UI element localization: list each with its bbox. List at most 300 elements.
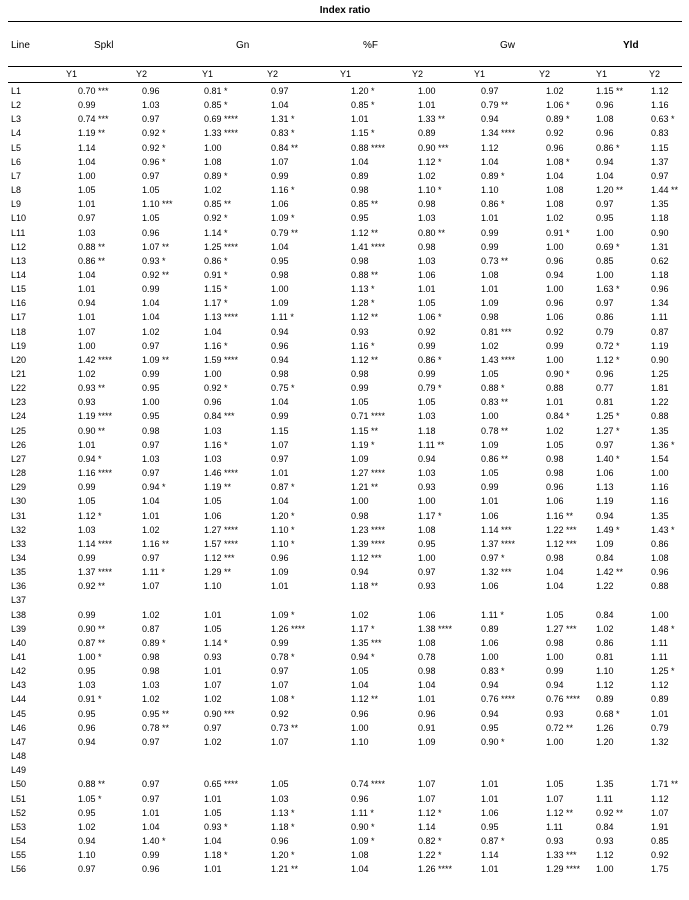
table-row [8, 735, 682, 749]
table-row [8, 112, 682, 126]
value-cell: 0.98 [271, 269, 289, 280]
value-cell: 1.42 **** [78, 354, 113, 365]
value-cell: 1.14 **** [78, 538, 113, 549]
line-label: L40 [11, 637, 27, 648]
value-cell: 1.22 * [418, 850, 442, 861]
value-cell: 1.06 [481, 637, 499, 648]
value-cell: 0.94 [271, 326, 289, 337]
value-cell: 1.01 [204, 666, 222, 677]
value-cell: 0.98 [546, 637, 564, 648]
table-row [8, 424, 682, 438]
line-label: L2 [11, 100, 22, 111]
value-cell: 1.01 [481, 864, 499, 875]
value-cell: 1.14 [78, 142, 96, 153]
table-row [8, 310, 682, 324]
value-cell: 0.97 [142, 779, 160, 790]
value-cell: 1.00 [596, 227, 614, 238]
line-label: L6 [11, 156, 22, 167]
value-cell: 1.00 [546, 241, 564, 252]
value-cell: 1.04 [78, 269, 96, 280]
value-cell: 0.96 [271, 835, 289, 846]
value-cell: 0.97 [78, 213, 96, 224]
value-cell: 1.10 [596, 666, 614, 677]
value-cell: 0.99 [546, 666, 564, 677]
value-cell: 0.84 * [546, 411, 570, 422]
value-cell: 1.00 [78, 340, 96, 351]
value-cell: 1.26 **** [418, 864, 453, 875]
line-label: L56 [11, 864, 27, 875]
value-cell: 1.43 **** [481, 354, 516, 365]
value-cell: 1.02 [596, 623, 614, 634]
table-row [8, 282, 682, 296]
value-cell: 1.01 [204, 864, 222, 875]
value-cell: 1.35 *** [351, 637, 382, 648]
value-cell: 1.12 * [418, 807, 442, 818]
value-cell: 0.94 [481, 114, 499, 125]
table-row [8, 848, 682, 862]
value-cell: 0.87 * [271, 482, 295, 493]
table-row [8, 862, 682, 876]
value-cell: 0.96 [271, 340, 289, 351]
value-cell: 0.93 [546, 708, 564, 719]
value-cell: 1.29 **** [546, 864, 581, 875]
value-cell: 1.31 * [271, 114, 295, 125]
value-cell: 1.63 * [596, 284, 620, 295]
table-row [8, 579, 682, 593]
value-cell: 1.07 [546, 793, 564, 804]
value-cell: 1.08 [596, 114, 614, 125]
value-cell: 0.90 ** [78, 425, 106, 436]
value-cell: 1.03 [271, 793, 289, 804]
table-row [8, 254, 682, 268]
value-cell: 1.10 [78, 850, 96, 861]
value-cell: 0.79 [596, 326, 614, 337]
sub-header-gw-y1: Y1 [474, 69, 486, 79]
value-cell: 1.19 [596, 496, 614, 507]
value-cell: 1.27 **** [351, 468, 386, 479]
value-cell: 1.04 [546, 567, 564, 578]
value-cell: 1.12 [651, 793, 669, 804]
value-cell: 1.07 [78, 326, 96, 337]
value-cell: 1.02 [546, 425, 564, 436]
value-cell: 1.02 [78, 821, 96, 832]
value-cell: 1.37 **** [481, 538, 516, 549]
value-cell: 0.89 * [204, 170, 228, 181]
value-cell: 0.78 ** [481, 425, 509, 436]
value-cell: 1.18 [651, 213, 669, 224]
value-cell: 0.99 [78, 482, 96, 493]
value-cell: 1.16 ** [142, 538, 170, 549]
value-cell: 1.02 [78, 369, 96, 379]
value-cell: 1.16 ** [546, 510, 574, 521]
value-cell: 1.04 [351, 156, 369, 167]
value-cell: 1.18 * [271, 821, 295, 832]
value-cell: 1.07 [418, 793, 436, 804]
value-cell: 0.94 [546, 269, 564, 280]
title-rule [8, 21, 682, 22]
value-cell: 1.08 [351, 850, 369, 861]
value-cell: 1.02 [351, 609, 369, 620]
value-cell: 1.06 [546, 312, 564, 323]
value-cell: 1.19 ** [204, 482, 232, 493]
value-cell: 0.90 *** [418, 142, 449, 153]
value-cell: 0.98 [142, 666, 160, 677]
value-cell: 0.88 **** [351, 142, 386, 153]
value-cell: 0.96 [142, 864, 160, 875]
value-cell: 1.07 [418, 779, 436, 790]
value-cell: 1.04 [271, 397, 289, 408]
line-label: L33 [11, 538, 27, 549]
value-cell: 0.99 [142, 284, 160, 295]
value-cell: 1.05 [546, 609, 564, 620]
value-cell: 0.95 [78, 666, 96, 677]
value-cell: 1.00 [204, 142, 222, 153]
value-cell: 1.05 [481, 369, 499, 379]
value-cell: 0.97 [271, 453, 289, 464]
value-cell: 1.00 [481, 652, 499, 662]
value-cell: 1.03 [204, 425, 222, 436]
value-cell: 1.36 * [651, 439, 675, 450]
value-cell: 1.03 [418, 255, 436, 266]
value-cell: 1.00 [351, 722, 369, 733]
value-cell: 1.04 [418, 680, 436, 691]
line-label: L38 [11, 609, 27, 620]
value-cell: 0.85 ** [351, 199, 379, 210]
value-cell: 0.98 [271, 369, 289, 379]
value-cell: 0.97 [418, 567, 436, 578]
line-label: L42 [11, 666, 27, 677]
line-label: L37 [11, 595, 27, 606]
value-cell: 0.99 [78, 100, 96, 111]
value-cell: 1.75 [651, 864, 669, 875]
value-cell: 1.04 [204, 326, 222, 337]
value-cell: 1.34 [651, 298, 669, 309]
line-label: L7 [11, 170, 22, 181]
value-cell: 1.35 [596, 779, 614, 790]
value-cell: 0.91 * [204, 269, 228, 280]
value-cell: 0.92 [418, 326, 436, 337]
value-cell: 1.08 [546, 199, 564, 210]
line-label: L26 [11, 439, 27, 450]
table-row [8, 749, 682, 763]
value-cell: 1.00 [596, 269, 614, 280]
value-cell: 1.00 [546, 652, 564, 662]
table-row [8, 197, 682, 211]
value-cell: 1.09 [271, 567, 289, 578]
line-label: L44 [11, 694, 27, 705]
value-cell: 1.37 [651, 156, 669, 167]
value-cell: 1.02 [142, 326, 160, 337]
value-cell: 1.01 [546, 397, 564, 408]
value-cell: 1.00 [418, 496, 436, 507]
value-cell: 1.09 * [351, 835, 375, 846]
value-cell: 1.00 [351, 496, 369, 507]
value-cell: 1.02 [204, 736, 222, 747]
sub-header-gw-y2: Y2 [539, 69, 551, 79]
value-cell: 0.99 [418, 340, 436, 351]
value-cell: 1.06 * [418, 312, 442, 323]
value-cell: 1.01 [418, 100, 436, 111]
value-cell: 1.07 [204, 680, 222, 691]
value-cell: 1.00 [418, 552, 436, 563]
value-cell: 0.77 [596, 383, 614, 394]
table-row [8, 593, 682, 607]
value-cell: 1.48 * [651, 623, 675, 634]
value-cell: 1.03 [418, 411, 436, 422]
value-cell: 1.28 * [351, 298, 375, 309]
line-label: L43 [11, 680, 27, 691]
value-cell: 1.14 * [204, 637, 228, 648]
value-cell: 0.97 [596, 298, 614, 309]
table-row [8, 834, 682, 848]
value-cell: 1.20 ** [596, 185, 624, 196]
table-row [8, 169, 682, 183]
value-cell: 1.05 [351, 397, 369, 408]
value-cell: 0.81 * [204, 86, 228, 96]
value-cell: 1.12 ** [351, 694, 379, 705]
value-cell: 1.05 [204, 623, 222, 634]
value-cell: 0.79 ** [271, 227, 299, 238]
value-cell: 1.12 [651, 680, 669, 691]
value-cell: 1.08 [418, 637, 436, 648]
value-cell: 1.04 [481, 156, 499, 167]
value-cell: 0.82 * [418, 835, 442, 846]
value-cell: 0.96 [546, 482, 564, 493]
value-cell: 0.97 [142, 736, 160, 747]
line-label: L28 [11, 468, 27, 479]
value-cell: 0.93 [204, 652, 222, 662]
value-cell: 0.95 [78, 708, 96, 719]
value-cell: 0.99 [142, 850, 160, 861]
value-cell: 0.95 [481, 821, 499, 832]
value-cell: 0.96 [204, 397, 222, 408]
table-row [8, 806, 682, 820]
value-cell: 1.10 [204, 581, 222, 592]
value-cell: 0.94 [596, 510, 614, 521]
value-cell: 0.92 * [204, 383, 228, 394]
value-cell: 1.11 [596, 793, 613, 804]
value-cell: 1.04 [142, 298, 160, 309]
value-cell: 0.98 [418, 666, 436, 677]
line-label: L18 [11, 326, 27, 337]
value-cell: 1.49 * [596, 524, 620, 535]
value-cell: 0.68 * [596, 708, 620, 719]
value-cell: 0.92 [546, 128, 564, 139]
value-cell: 1.05 [418, 397, 436, 408]
value-cell: 1.38 **** [418, 623, 453, 634]
value-cell: 1.34 **** [481, 128, 516, 139]
table-row [8, 494, 682, 508]
value-cell: 0.96 [351, 708, 369, 719]
table-row [8, 155, 682, 169]
line-label: L10 [11, 213, 27, 224]
value-cell: 0.75 * [271, 383, 295, 394]
value-cell: 1.05 [546, 439, 564, 450]
value-cell: 0.92 ** [596, 807, 624, 818]
value-cell: 0.95 [596, 213, 614, 224]
line-label: L45 [11, 708, 27, 719]
value-cell: 0.85 [596, 255, 614, 266]
value-cell: 0.62 [651, 255, 669, 266]
line-label: L39 [11, 623, 27, 634]
value-cell: 1.32 [651, 736, 669, 747]
line-label: L53 [11, 821, 27, 832]
value-cell: 0.96 [271, 552, 289, 563]
value-cell: 1.12 *** [351, 552, 382, 563]
value-cell: 1.25 **** [204, 241, 239, 252]
value-cell: 0.87 * [481, 835, 505, 846]
value-cell: 1.01 [204, 609, 222, 620]
value-cell: 0.97 [142, 793, 160, 804]
value-cell: 0.92 * [204, 213, 228, 224]
value-cell: 0.86 [596, 312, 614, 323]
value-cell: 1.06 [481, 581, 499, 592]
value-cell: 1.05 [546, 779, 564, 790]
value-cell: 1.13 * [271, 807, 295, 818]
line-label: L3 [11, 114, 22, 125]
sub-header-spkl-y2: Y2 [136, 69, 148, 79]
value-cell: 0.84 [596, 609, 614, 620]
line-label: L32 [11, 524, 27, 535]
value-cell: 1.12 ** [351, 312, 379, 323]
value-cell: 1.09 * [271, 213, 295, 224]
value-cell: 0.98 [351, 185, 369, 196]
value-cell: 1.17 * [418, 510, 442, 521]
value-cell: 1.19 [651, 340, 669, 351]
table-row [8, 367, 682, 381]
table-row [8, 268, 682, 282]
table-row [8, 721, 682, 735]
value-cell: 1.12 * [596, 354, 620, 365]
value-cell: 0.88 ** [351, 269, 379, 280]
value-cell: 1.81 [651, 383, 669, 394]
value-cell: 1.07 [142, 581, 160, 592]
value-cell: 0.73 ** [481, 255, 509, 266]
value-cell: 1.00 [546, 284, 564, 295]
table-row [8, 664, 682, 678]
table-row [8, 353, 682, 367]
value-cell: 1.13 [596, 482, 614, 493]
value-cell: 1.20 [596, 736, 614, 747]
value-cell: 1.11 [651, 652, 668, 662]
sub-header-spkl-y1: Y1 [66, 69, 78, 79]
table-row [8, 226, 682, 240]
line-label: L31 [11, 510, 27, 521]
value-cell: 1.03 [418, 213, 436, 224]
value-cell: 1.10 * [418, 185, 442, 196]
value-cell: 0.94 [546, 680, 564, 691]
sub-header-yld-y1: Y1 [596, 69, 608, 79]
value-cell: 1.06 [481, 807, 499, 818]
value-cell: 0.93 [351, 326, 369, 337]
value-cell: 1.33 *** [546, 850, 577, 861]
value-cell: 0.88 * [481, 383, 505, 394]
value-cell: 0.97 [142, 439, 160, 450]
table-row [8, 523, 682, 537]
line-label: L25 [11, 425, 27, 436]
value-cell: 1.27 **** [204, 524, 239, 535]
value-cell: 1.16 * [351, 340, 375, 351]
table-row [8, 707, 682, 721]
value-cell: 1.11 [546, 821, 563, 832]
value-cell: 0.93 [418, 482, 436, 493]
value-cell: 1.00 [271, 284, 289, 295]
value-cell: 0.97 [596, 439, 614, 450]
value-cell: 0.89 [596, 694, 614, 705]
value-cell: 1.02 [546, 86, 564, 96]
line-label: L5 [11, 142, 22, 153]
line-label: L9 [11, 199, 22, 210]
value-cell: 0.99 [546, 340, 564, 351]
value-cell: 1.37 **** [78, 567, 113, 578]
value-cell: 0.94 [78, 736, 96, 747]
value-cell: 1.01 [481, 496, 499, 507]
value-cell: 0.85 * [351, 100, 375, 111]
value-cell: 0.93 [418, 581, 436, 592]
table-row [8, 565, 682, 579]
value-cell: 0.83 ** [481, 397, 509, 408]
table-row [8, 480, 682, 494]
value-cell: 1.08 [418, 524, 436, 535]
table-row [8, 537, 682, 551]
value-cell: 1.16 * [204, 439, 228, 450]
value-cell: 1.08 [481, 269, 499, 280]
value-cell: 1.06 [271, 199, 289, 210]
table-title: Index ratio [319, 5, 371, 16]
value-cell: 1.27 * [596, 425, 620, 436]
table-row [8, 452, 682, 466]
value-cell: 1.02 [204, 694, 222, 705]
value-cell: 1.19 **** [78, 411, 113, 422]
value-cell: 1.03 [78, 524, 96, 535]
value-cell: 0.89 [351, 170, 369, 181]
line-label: L35 [11, 567, 27, 578]
value-cell: 0.86 [596, 637, 614, 648]
value-cell: 0.97 [142, 468, 160, 479]
value-cell: 1.11 [651, 637, 668, 648]
value-cell: 1.03 [78, 227, 96, 238]
value-cell: 1.03 [142, 680, 160, 691]
value-cell: 0.94 * [351, 652, 375, 662]
value-cell: 1.18 ** [351, 581, 379, 592]
value-cell: 0.87 ** [78, 637, 106, 648]
value-cell: 0.93 ** [78, 383, 106, 394]
line-label: L49 [11, 765, 27, 776]
value-cell: 1.10 *** [142, 199, 173, 210]
value-cell: 1.00 [481, 411, 499, 422]
value-cell: 1.01 [142, 510, 160, 521]
value-cell: 1.08 [546, 185, 564, 196]
value-cell: 0.97 [142, 114, 160, 125]
value-cell: 1.09 ** [142, 354, 170, 365]
value-cell: 1.04 [142, 496, 160, 507]
value-cell: 1.11 * [351, 807, 374, 818]
value-cell: 1.42 ** [596, 567, 624, 578]
value-cell: 0.99 [481, 241, 499, 252]
value-cell: 0.94 [418, 453, 436, 464]
value-cell: 1.02 [546, 213, 564, 224]
value-cell: 1.02 [142, 609, 160, 620]
group-header-gn: Gn [236, 40, 250, 51]
table-row [8, 622, 682, 636]
table-row [8, 763, 682, 777]
subheader-rule [8, 82, 682, 83]
value-cell: 1.04 [271, 241, 289, 252]
value-cell: 1.41 **** [351, 241, 386, 252]
line-label: L21 [11, 369, 27, 379]
value-cell: 1.15 [271, 425, 289, 436]
value-cell: 0.92 ** [78, 581, 106, 592]
